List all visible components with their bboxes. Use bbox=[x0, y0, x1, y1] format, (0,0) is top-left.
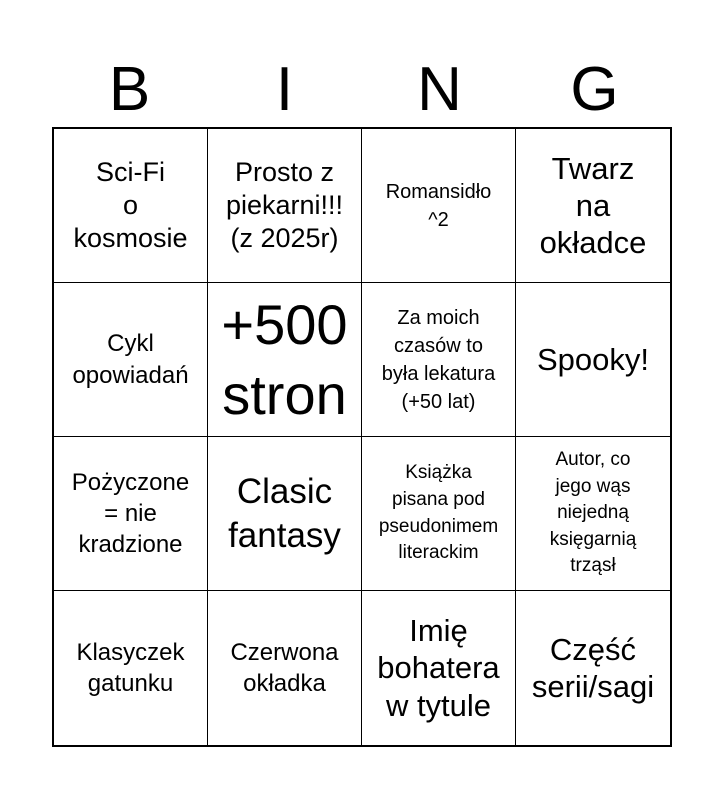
bingo-cell-r4c2[interactable] bbox=[208, 591, 362, 745]
bingo-cell-r1c4[interactable] bbox=[516, 129, 670, 283]
bingo-cell-r1c3[interactable] bbox=[362, 129, 516, 283]
bingo-cell-r2c2[interactable] bbox=[208, 283, 362, 437]
bingo-cell-r3c1[interactable] bbox=[54, 437, 208, 591]
bingo-cell-r4c4[interactable] bbox=[516, 591, 670, 745]
cell-label: Autor, co jego wąs niejedną księgarnią trząsł bbox=[549, 449, 637, 577]
cell-label: Spooky! bbox=[536, 341, 649, 377]
bingo-cell-r3c2[interactable] bbox=[208, 437, 362, 591]
cell-label: Za moich czasów to była lekatura (+50 lat) bbox=[381, 306, 496, 413]
bingo-cell-r2c4[interactable] bbox=[516, 283, 670, 437]
bingo-cell-r3c4[interactable] bbox=[516, 437, 670, 591]
bingo-cell-r2c3[interactable] bbox=[362, 283, 516, 437]
header-letter-n: N bbox=[417, 55, 462, 124]
bingo-cell-r2c1[interactable] bbox=[54, 283, 208, 437]
cell-label: Sci-Fi o kosmosie bbox=[73, 157, 188, 253]
cell-label: Cykl opowiadań bbox=[72, 330, 189, 389]
cell-label: Książka pisana pod pseudonimem literackim bbox=[378, 462, 499, 564]
header-letter-i: I bbox=[275, 55, 294, 124]
cell-label: Pożyczone = nie kradzione bbox=[71, 468, 190, 559]
cell-label: Romansidło ^2 bbox=[385, 180, 492, 231]
bingo-header bbox=[52, 52, 672, 128]
cell-label: +500 stron bbox=[221, 292, 348, 426]
bingo-board bbox=[52, 127, 672, 747]
header-letter-g: G bbox=[570, 55, 619, 124]
cell-label: Klasyczek gatunku bbox=[76, 638, 185, 697]
cell-label: Clasic fantasy bbox=[228, 472, 341, 555]
cell-label: Twarz na okładce bbox=[539, 150, 647, 261]
header-letter-b: B bbox=[108, 55, 151, 124]
cell-label: Czerwona okładka bbox=[230, 638, 339, 697]
bingo-cell-r1c1[interactable] bbox=[54, 129, 208, 283]
cell-label: Imię bohatera w tytule bbox=[377, 613, 500, 723]
bingo-cell-r3c3[interactable] bbox=[362, 437, 516, 591]
bingo-cell-r4c1[interactable] bbox=[54, 591, 208, 745]
cell-label: Część serii/sagi bbox=[531, 631, 655, 704]
bingo-cell-r1c2[interactable] bbox=[208, 129, 362, 283]
cell-label: Prosto z piekarni!!! (z 2025r) bbox=[225, 157, 344, 253]
bingo-cell-r4c3[interactable] bbox=[362, 591, 516, 745]
